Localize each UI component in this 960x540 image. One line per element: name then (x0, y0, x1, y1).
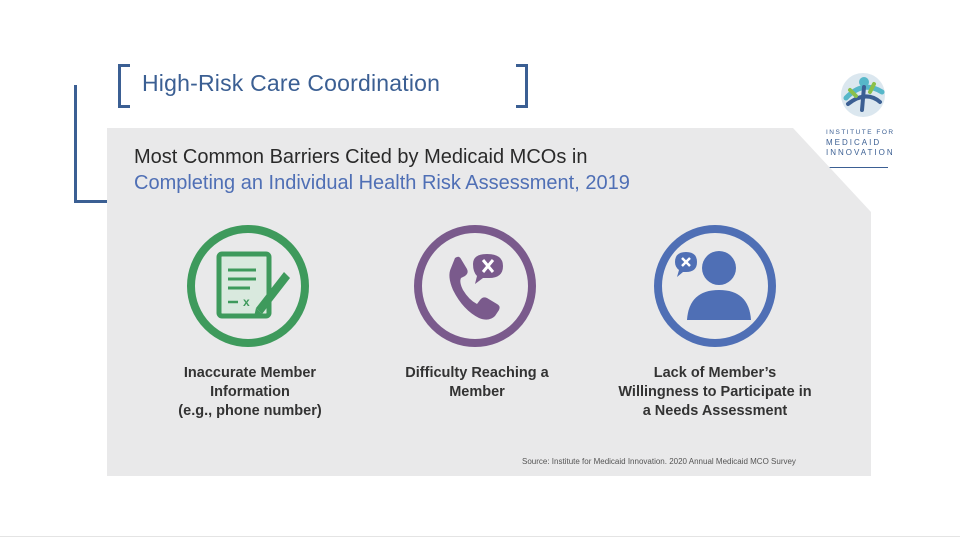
barrier-3-line-2: Willingness to Participate in (618, 384, 812, 400)
infographic-heading (134, 144, 794, 196)
barrier-label-inaccurate-info (130, 364, 370, 421)
barrier-3-line-1: Lack of Member’s (653, 365, 777, 381)
phone-x-icon (413, 224, 537, 348)
page-title: High-Risk Care Coordination (142, 70, 441, 96)
logo-line-3: INNOVATION (826, 148, 895, 157)
barrier-label-difficulty-reaching (357, 364, 597, 402)
barrier-1-line-3: (e.g., phone number) (178, 403, 322, 419)
barrier-1-line-2: Information (210, 384, 290, 400)
form-edit-icon (186, 224, 310, 348)
heading-line-1: Most Common Barriers Cited by Medicaid MCOs in (134, 146, 588, 168)
person-x-icon (653, 224, 777, 348)
logo-line-2: MEDICAID (826, 138, 882, 147)
infographic-panel (107, 128, 871, 476)
title-bracket-left (118, 64, 130, 108)
title-bracket-right (516, 64, 528, 108)
barrier-label-lack-willingness (595, 364, 835, 421)
barrier-2-line-2: Member (449, 384, 505, 400)
barrier-2-line-1: Difficulty Reaching a (405, 365, 549, 381)
heading-line-2: Completing an Individual Health Risk Assessment, 2019 (134, 172, 630, 194)
bottom-rule (0, 536, 960, 537)
source-note: Source: Institute for Medicaid Innovation. 2020 Annual Medicaid MCO Survey (522, 457, 796, 466)
logo-line-1: INSTITUTE FOR (826, 129, 895, 136)
barrier-3-line-3: a Needs Assessment (642, 403, 788, 419)
logo-figure-icon (838, 70, 888, 120)
svg-text:x: x (243, 295, 250, 309)
barrier-1-line-1: Inaccurate Member (183, 365, 317, 381)
